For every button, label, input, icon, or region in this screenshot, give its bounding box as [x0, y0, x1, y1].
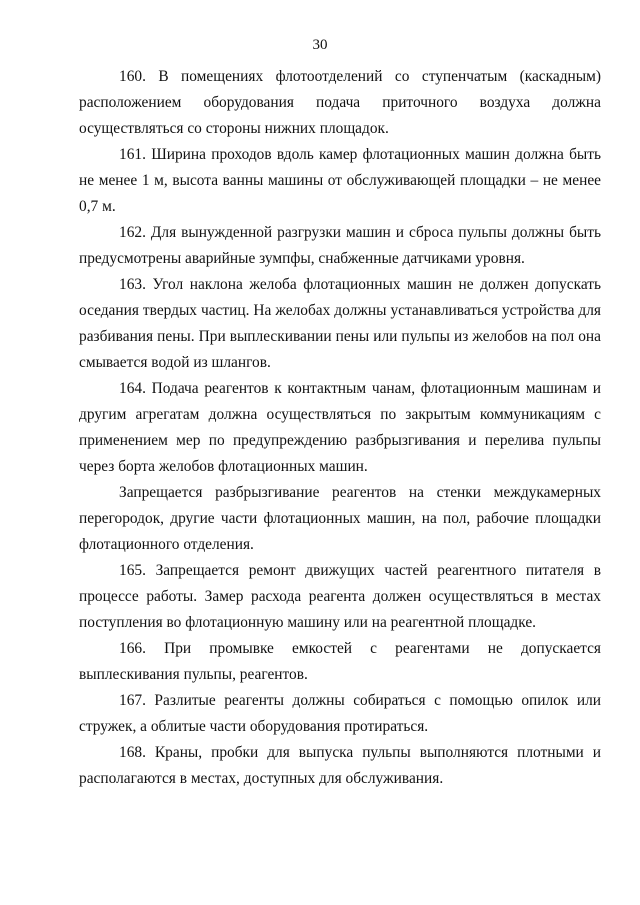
paragraph-164: 164. Подача реагентов к контактным чанам, флотационным машинам и другим агрегатам должна осуществляться по закрытым коммуникациям с применением мер по предупреждению разбрызгивания и перелива пульпы через борта желобов флотационных машин. [79, 380, 601, 475]
paragraph-165: 165. Запрещается ремонт движущих частей реагентного питателя в процессе работы. Замер расхода реагента должен осуществляться в местах поступления во флотационную машину или на реагентной площадке. [79, 562, 601, 631]
paragraph-161: 161. Ширина проходов вдоль камер флотационных машин должна быть не менее 1 м, высота ванны машины от обслуживающей площадки – не менее 0,7 м. [79, 146, 601, 215]
paragraph-164-continuation: Запрещается разбрызгивание реагентов на стенки междукамерных перегородок, другие части флотационных машин, на пол, рабочие площадки флотационного отделения. [79, 484, 601, 553]
paragraph-168: 168. Краны, пробки для выпуска пульпы выполняются плотными и располагаются в местах, доступных для обслуживания. [79, 744, 601, 787]
paragraph-167: 167. Разлитые реагенты должны собираться с помощью опилок или стружек, а облитые части оборудования протираться. [79, 692, 601, 735]
paragraph-160: 160. В помещениях флотоотделений со ступенчатым (каскадным) расположением оборудования подача приточного воздуха должна осуществляться со стороны нижних площадок. [79, 68, 601, 137]
paragraph-163: 163. Угол наклона желоба флотационных машин не должен допускать оседания твердых частиц. На желобах должны устанавливаться устройства для разбивания пены. При выплескивании пены или пульпы из желобов на пол она смывается водой из шлангов. [79, 276, 601, 371]
page-number: 30 [312, 37, 328, 53]
document-body [79, 64, 601, 792]
paragraph-166: 166. При промывке емкостей с реагентами не допускается выплескивания пульпы, реагентов. [79, 640, 601, 683]
paragraph-162: 162. Для вынужденной разгрузки машин и сброса пульпы должны быть предусмотрены аварийные зумпфы, снабженные датчиками уровня. [79, 224, 601, 267]
